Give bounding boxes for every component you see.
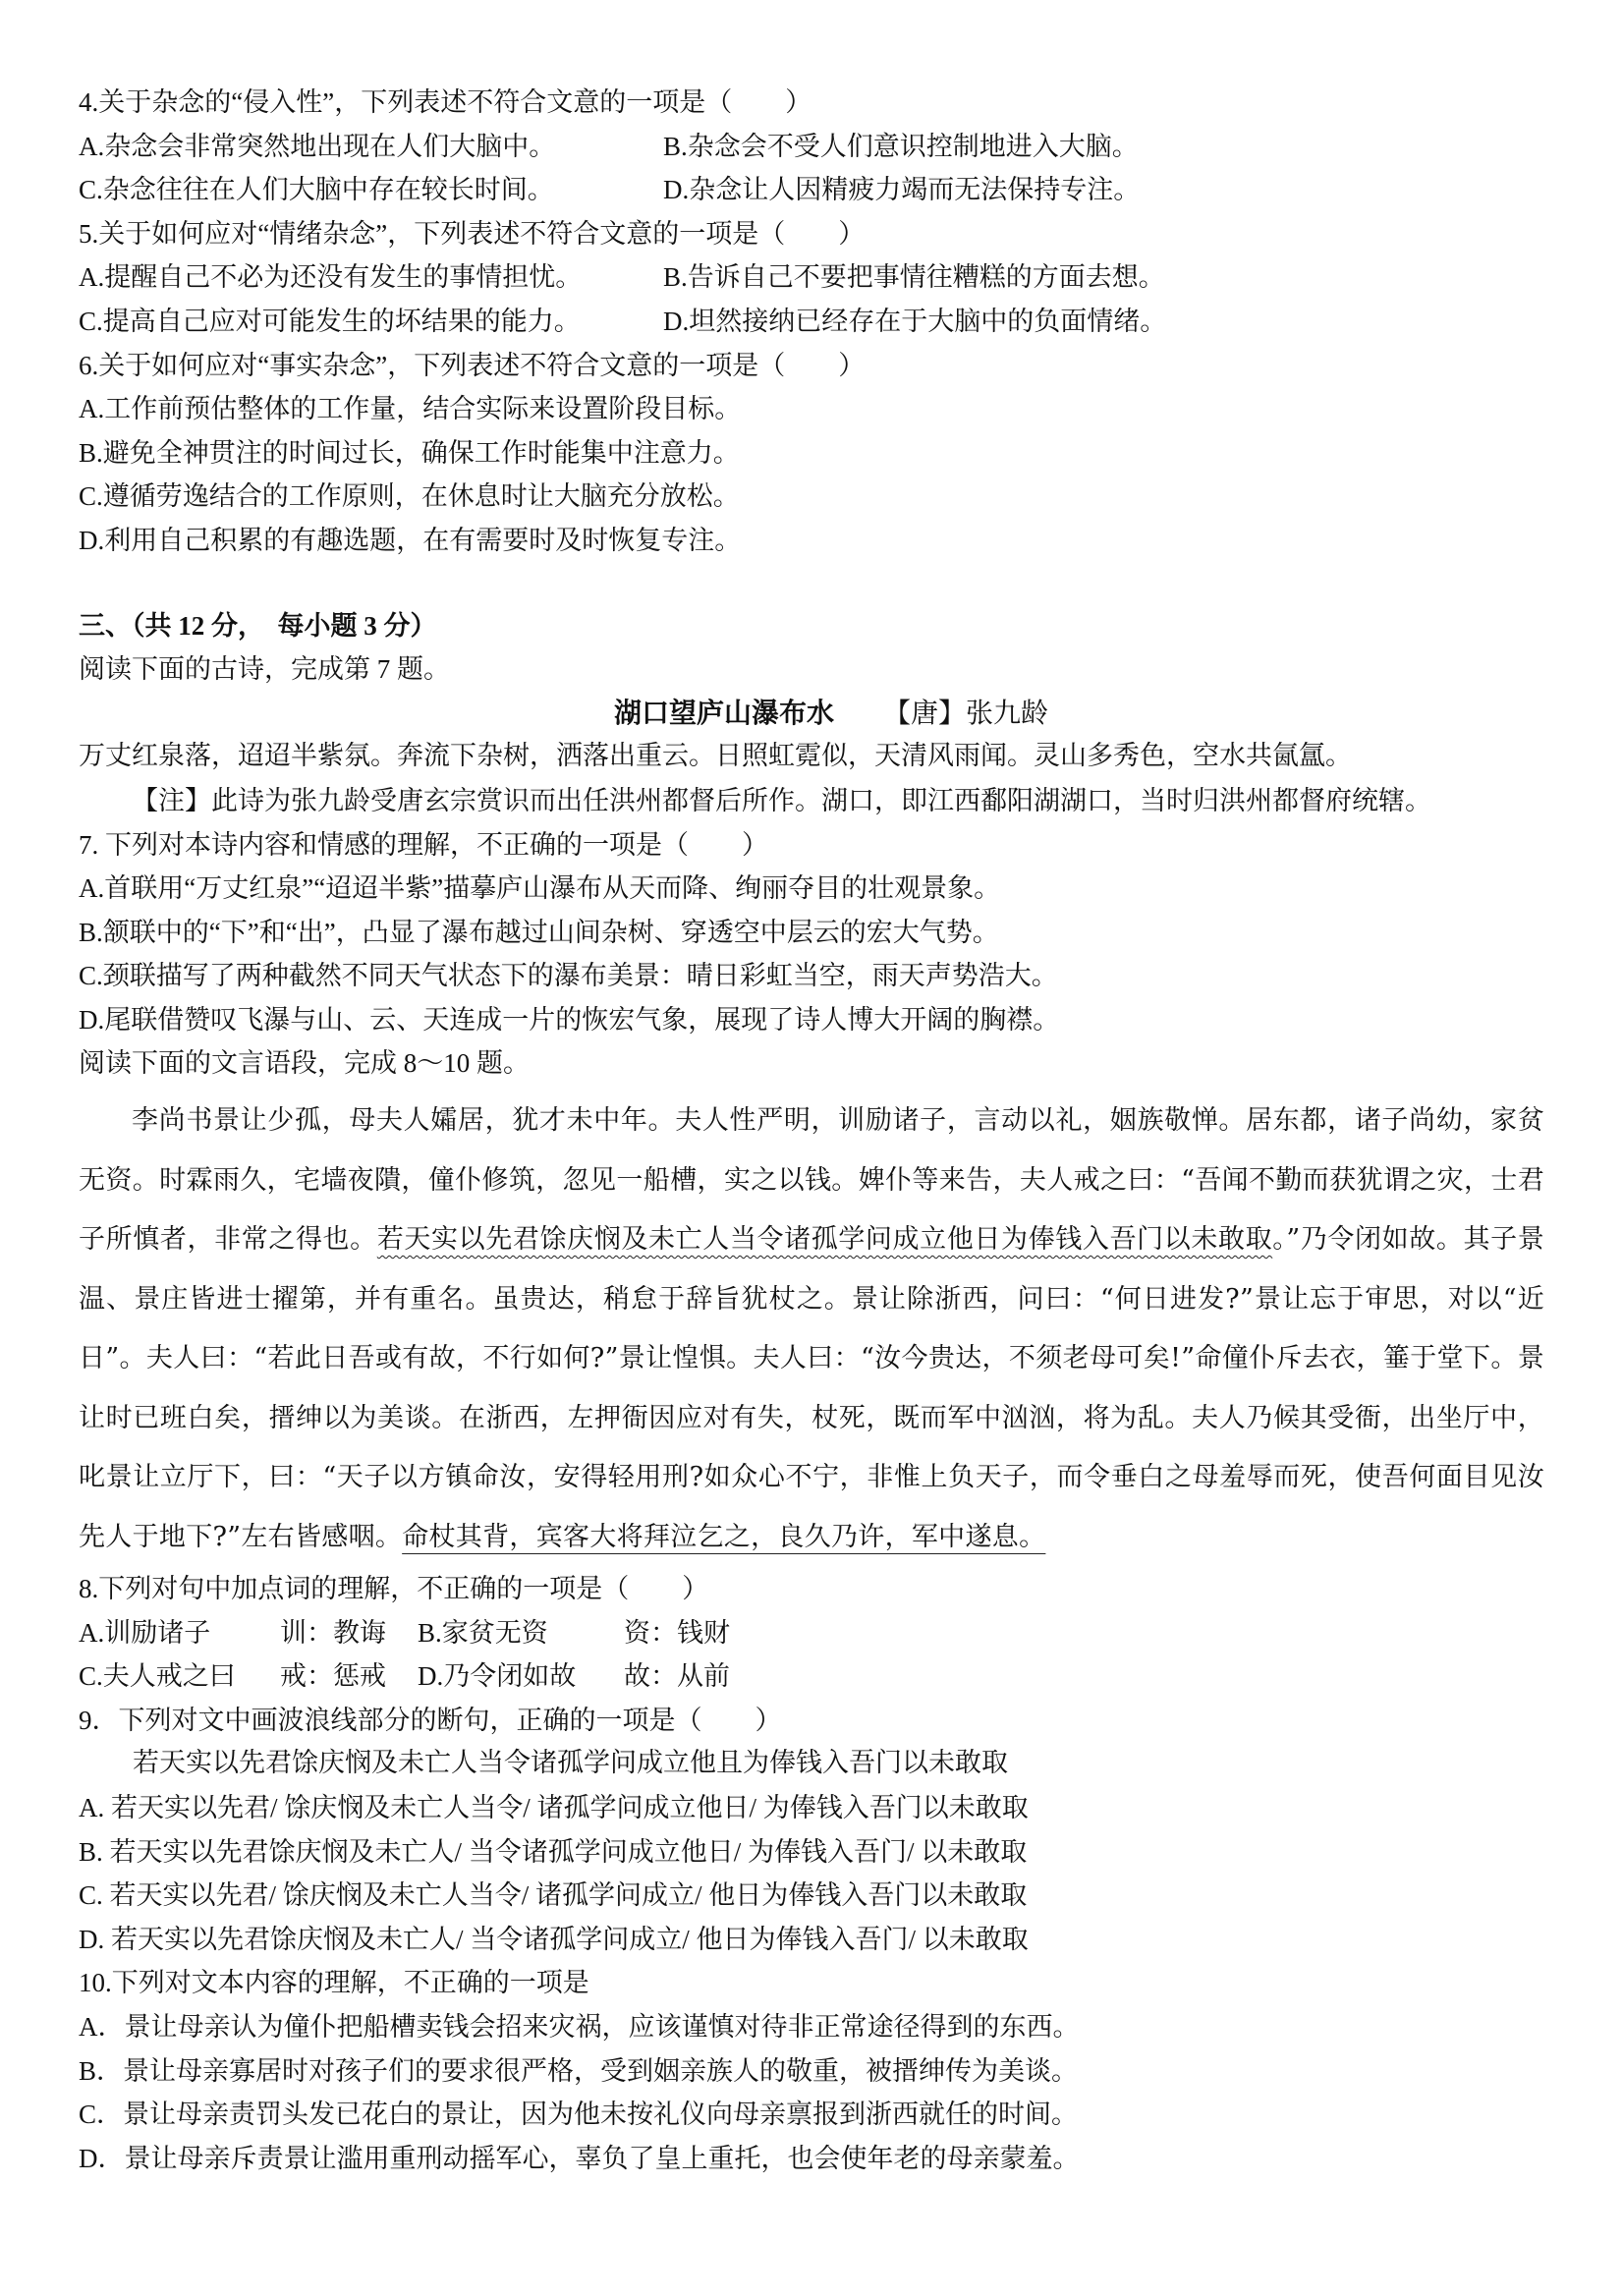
q8-options-row1: [79, 1611, 1544, 1655]
q9-option-d: D. 若天实以先君馀庆悯及未亡人/ 当令诸孤学问成立/ 他日为俸钱入吾门/ 以未敢取: [79, 1924, 1029, 1954]
q5-options-row2: [79, 300, 1544, 344]
q8-options-row2: [79, 1654, 1544, 1699]
q8-option-a-word: A.训励诸子: [79, 1617, 211, 1648]
q6-option-d: D.利用自己积累的有趣选题，在有需要时及时恢复专注。: [79, 525, 742, 555]
q4-option-b: B.杂念会不受人们意识控制地进入大脑。: [663, 131, 1139, 161]
poem-note: 【注】此诗为张九龄受唐玄宗赏识而出任洪州都督后所作。湖口，即江西鄱阳湖湖口，当时归洪州都督府统辖。: [132, 785, 1431, 815]
q8-option-b-word: B.家贫无资: [418, 1617, 548, 1648]
q5-option-d: D.坦然接纳已经存在于大脑中的负面情绪。: [663, 306, 1167, 336]
q9-option-c: C. 若天实以先君/ 馀庆悯及未亡人当令/ 诸孤学问成立/ 他日为俸钱入吾门以未敢取: [79, 1880, 1028, 1911]
q6-option-b: B.避免全神贯注的时间过长，确保工作时能集中注意力。: [79, 437, 740, 468]
poem-title-line: [79, 692, 1544, 736]
q8-option-a-gloss: 训：教诲: [280, 1617, 386, 1648]
q5-option-b: B.告诉自己不要把事情往糟糕的方面去想。: [663, 262, 1165, 293]
q9-stem: 9．下列对文中画波浪线部分的断句，正确的一项是（ ）: [79, 1705, 782, 1735]
q7-option-b: B.颔联中的“下”和“出”，凸显了瀑布越过山间杂树、穿透空中层云的宏大气势。: [79, 917, 999, 947]
q7-option-d: D.尾联借赞叹飞瀑与山、云、天连成一片的恢宏气象，展现了诗人博大开阔的胸襟。: [79, 1004, 1060, 1035]
q8-option-c-gloss: 戒：惩戒: [280, 1661, 386, 1692]
q4-options-row2: [79, 168, 1544, 212]
q9-option-b: B. 若天实以先君馀庆悯及未亡人/ 当令诸孤学问成立他日/ 为俸钱入吾门/ 以未敢取: [79, 1836, 1028, 1867]
q8-option-c-word: C.夫人戒之曰: [79, 1661, 236, 1692]
poem-author: 【唐】张九龄: [883, 696, 1049, 729]
q4-option-a: A.杂念会非常突然地出现在人们大脑中。: [79, 131, 556, 161]
q6-stem: 6.关于如何应对“事实杂念”，下列表述不符合文意的一项是（ ）: [79, 350, 866, 380]
q4-options-row1: [79, 125, 1544, 169]
q10-option-d: D．景让母亲斥责景让滥用重刑动摇军心，辜负了皇上重托，也会使年老的母亲蒙羞。: [79, 2143, 1080, 2173]
passage-part1: 李尚书景让少孤，母夫人孀居，犹才未中年。夫人性严明，训励诸子，言动以礼，姻族敬惮。居东都，诸子尚幼，家贫无资。时霖雨久，宅墙夜隤，僮仆修筑，忽见一船槽，实之以钱。婢仆等来告，夫人戒之曰：“吾闻不勤而获犹谓之灾，士君子所慎者，非常之得也。: [79, 1105, 1544, 1256]
classical-passage: [79, 1092, 1544, 1567]
q10-option-c: C．景让母亲责罚头发已花白的景让，因为他未按礼仪向母亲禀报到浙西就任的时间。: [79, 2100, 1079, 2130]
q8-option-d-word: D.乃令闭如故: [418, 1661, 577, 1692]
section3-instruction: 阅读下面的古诗，完成第 7 题。: [79, 654, 450, 685]
q10-option-b: B．景让母亲寡居时对孩子们的要求很严格，受到姻亲族人的敬重，被搢绅传为美谈。: [79, 2055, 1079, 2086]
q9-sentence: 若天实以先君馀庆悯及未亡人当令诸孤学问成立他且为俸钱入吾门以未敢取: [133, 1748, 1008, 1779]
q7-option-a: A.首联用“万丈红泉”“迢迢半紫”描摹庐山瀑布从天而降、绚丽夺目的壮观景象。: [79, 873, 1001, 904]
q10-option-a: A．景让母亲认为僮仆把船槽卖钱会招来灾祸，应该谨慎对待非正常途径得到的东西。: [79, 2012, 1080, 2042]
q5-option-a: A.提醒自己不必为还没有发生的事情担忧。: [79, 262, 583, 293]
q6-option-c: C.遵循劳逸结合的工作原则，在休息时让大脑充分放松。: [79, 481, 740, 512]
passage-straight-underline: 命杖其背，宾客大将拜泣乞之，良久乃许，军中遂息。: [402, 1521, 1046, 1552]
q5-stem: 5.关于如何应对“情绪杂念”，下列表述不符合文意的一项是（ ）: [79, 218, 866, 249]
q7-stem: 7. 下列对本诗内容和情感的理解，不正确的一项是（ ）: [79, 829, 768, 860]
q4-stem: 4.关于杂念的“侵入性”，下列表述不符合文意的一项是（ ）: [79, 87, 812, 117]
q6-option-a: A.工作前预估整体的工作量，结合实际来设置阶段目标。: [79, 394, 742, 424]
q10-stem: 10.下列对文本内容的理解，不正确的一项是: [79, 1968, 589, 1998]
poem-text: 万丈红泉落，迢迢半紫氛。奔流下杂树，洒落出重云。日照虹霓似，天清风雨闻。灵山多秀色，空水共氤氲。: [79, 741, 1352, 772]
passage-part2: 。”乃令闭如故。其子景温、景庄皆进士擢第，并有重名。虽贵达，稍怠于辞旨犹杖之。景让除浙西，问曰：“何日进发?”景让忘于审思，对以“近日”。夫人曰：“若此日吾或有故，不行如何?”景让惶惧。夫人曰：“汝今贵达，不须老母可矣!”命僮仆斥去衣，箠于堂下。景让时已班白矣，搢绅以为美谈。在浙西，左押衙因应对有失，杖死，既而军中汹汹，将为乱。夫人乃候其受衙，出坐厅中，叱景让立厅下，曰：“天子以方镇命汝，安得轻用刑?如众心不宁，非惟上负天子，而令垂白之母羞辱而死，使吾何面目见汝先人于地下?”左右皆感咽。: [79, 1224, 1545, 1552]
q5-option-c: C.提高自己应对可能发生的坏结果的能力。: [79, 306, 581, 336]
q7-option-c: C.颈联描写了两种截然不同天气状态下的瀑布美景：晴日彩虹当空，雨天声势浩大。: [79, 961, 1058, 991]
q8-stem: 8.下列对句中加点词的理解，不正确的一项是（ ）: [79, 1574, 709, 1604]
q9-option-a: A. 若天实以先君/ 馀庆悯及未亡人当令/ 诸孤学问成立他日/ 为俸钱入吾门以未敢取: [79, 1793, 1029, 1823]
classical-instruction: 阅读下面的文言语段，完成 8～10 题。: [79, 1048, 530, 1079]
q8-option-b-gloss: 资：钱财: [624, 1617, 730, 1648]
q4-option-c: C.杂念往往在人们大脑中存在较长时间。: [79, 175, 554, 205]
q4-option-d: D.杂念让人因精疲力竭而无法保持专注。: [663, 175, 1141, 205]
poem-title: 湖口望庐山瀑布水: [613, 696, 834, 729]
q8-option-d-gloss: 故：从前: [624, 1661, 730, 1692]
q5-options-row1: [79, 255, 1544, 300]
section-gap: [79, 563, 1544, 604]
passage-wavy-underline: 若天实以先君馀庆悯及未亡人当令诸孤学问成立他日为俸钱入吾门以未敢取: [376, 1224, 1273, 1256]
section3-heading: 三、（共 12 分， 每小题 3 分）: [79, 610, 437, 641]
